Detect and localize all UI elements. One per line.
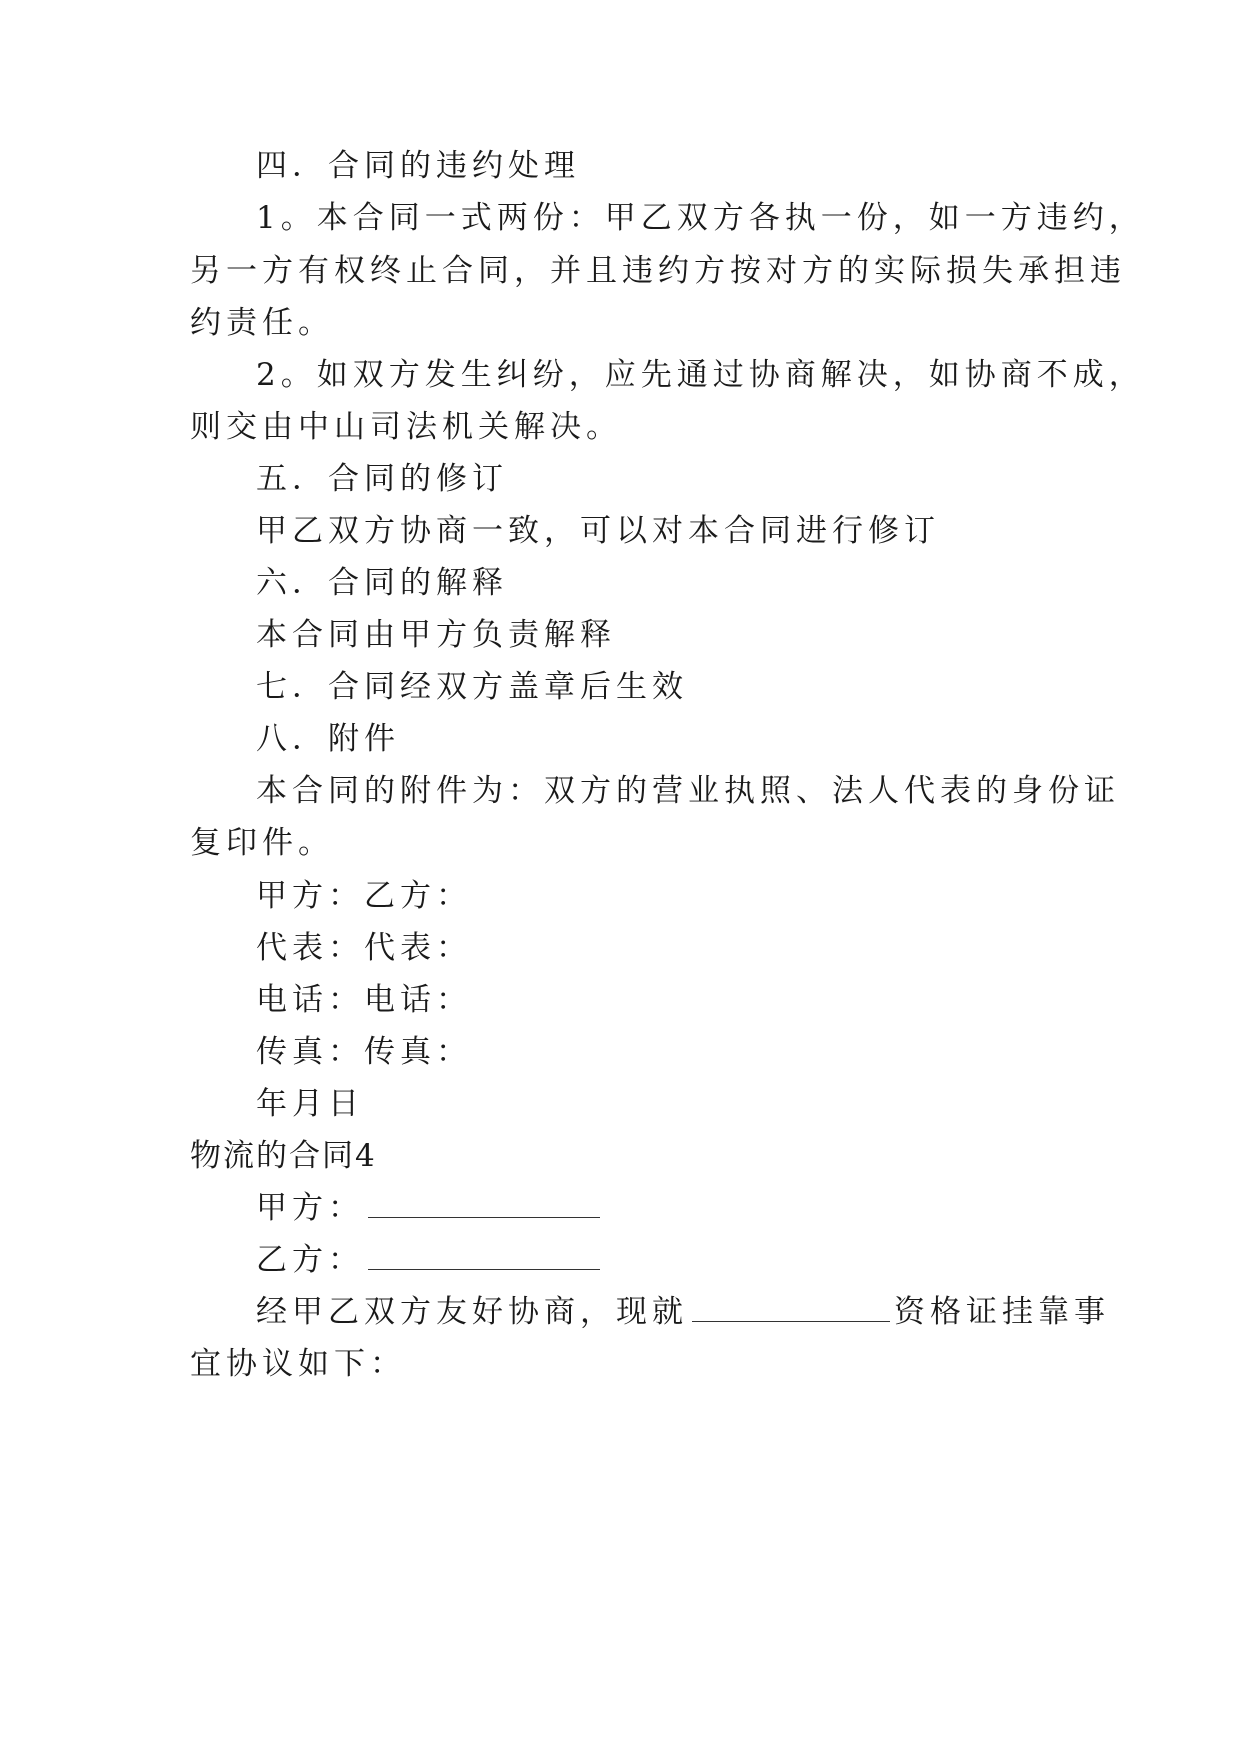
party-b-blank: [368, 1243, 600, 1270]
section-5-body: 甲乙双方协商一致，可以对本合同进行修订: [256, 513, 940, 549]
section-7-title: 七．合同经双方盖章后生效: [256, 669, 688, 705]
contract-4-party-b: [256, 1240, 600, 1280]
section-5-title: 五．合同的修订: [256, 461, 508, 497]
section-6-title: 六．合同的解释: [256, 565, 508, 601]
party-b-label: 乙方：: [256, 1242, 364, 1278]
section-6-body: 本合同由甲方负责解释: [256, 617, 616, 653]
party-a-label: 甲方：: [256, 1190, 364, 1226]
section-4-item-1-line-1: 1。本合同一式两份：甲乙双方各执一份，如一方违约，: [256, 200, 1145, 236]
section-4-item-2-line-1: 2。如双方发生纠纷，应先通过协商解决，如协商不成，: [256, 357, 1145, 393]
signature-representative-line: 代表：代表：: [256, 930, 472, 966]
contract-4-intro-line-2: 宜协议如下：: [190, 1346, 406, 1382]
signature-phone-line: 电话：电话：: [256, 982, 472, 1018]
signature-fax-line: 传真：传真：: [256, 1034, 472, 1070]
intro-text-part-2: 资格证挂靠事: [894, 1294, 1110, 1330]
contract-4-title: 物流的合同4: [190, 1138, 377, 1174]
intro-text-part-1: 经甲乙双方友好协商，现就: [256, 1294, 688, 1330]
section-4-item-1-line-2: 另一方有权终止合同，并且违约方按对方的实际损失承担违: [190, 253, 1126, 289]
signature-date-line: 年月日: [256, 1086, 364, 1122]
section-4-item-2-line-2: 则交由中山司法机关解决。: [190, 409, 622, 445]
contract-4-intro-line-1: [256, 1292, 1110, 1332]
section-4-item-1-line-3: 约责任。: [190, 305, 334, 341]
section-4-title: 四．合同的违约处理: [256, 148, 580, 184]
section-8-title: 八．附件: [256, 721, 400, 757]
signature-party-line: 甲方：乙方：: [256, 878, 472, 914]
section-8-body-line-1: 本合同的附件为：双方的营业执照、法人代表的身份证: [256, 773, 1120, 809]
section-8-body-line-2: 复印件。: [190, 825, 334, 861]
party-a-blank: [368, 1191, 600, 1218]
contract-4-party-a: [256, 1188, 600, 1228]
intro-blank: [692, 1295, 890, 1322]
